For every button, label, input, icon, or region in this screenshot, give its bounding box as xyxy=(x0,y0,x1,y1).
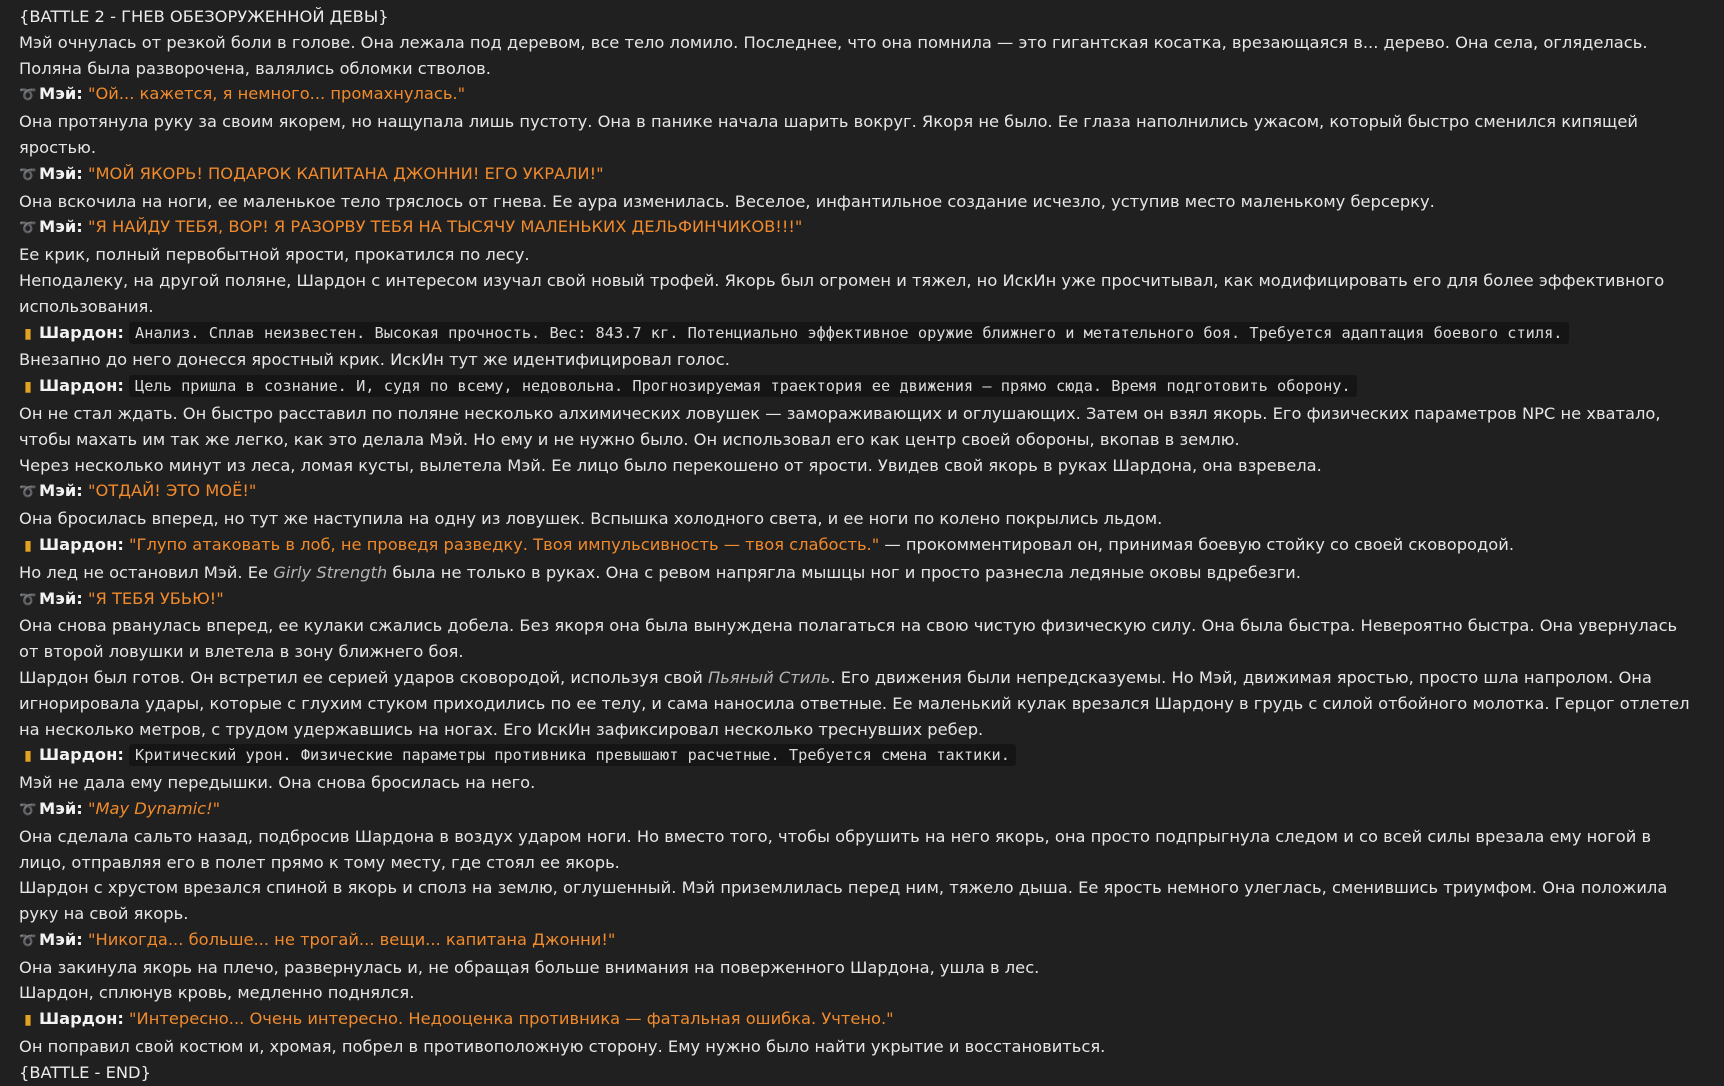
ai-analysis-code: Цель пришла в сознание. И, судя по всему, недовольна. Прогнозируемая траектория ее движения — прямо сюда. Время подготовить оборону. xyxy=(129,375,1357,397)
narration-line: Она закинула якорь на плечо, развернулась и, не обращая больше внимания на поверженного Шардона, ушла в лес. xyxy=(19,957,1040,977)
dialogue-line-mei xyxy=(19,796,1699,824)
dialogue-line-mei xyxy=(19,927,1699,955)
dialogue-line-mei xyxy=(19,586,1699,614)
narration-line: Мэй не дала ему передышки. Она снова бросилась на него. xyxy=(19,773,536,793)
narration-line xyxy=(19,560,1699,586)
battle-start-tag: {BATTLE 2 - ГНЕВ ОБЕЗОРУЖЕННОЙ ДЕВЫ} xyxy=(19,7,389,26)
speaker-name: Мэй: xyxy=(39,217,83,237)
dolphin-icon: ➰ xyxy=(19,932,37,949)
speaker-name: Шардон: xyxy=(39,376,124,396)
skill-name: Girly Strength xyxy=(273,562,388,582)
speaker-name: Шардон: xyxy=(39,745,124,765)
dialogue-quote: "Я НАЙДУ ТЕБЯ, ВОР! Я РАЗОРВУ ТЕБЯ НА ТЫСЯЧУ МАЛЕНЬКИХ ДЕЛЬФИНЧИКОВ!!!" xyxy=(87,217,803,237)
battle-end-tag: {BATTLE - END} xyxy=(19,1062,151,1082)
dialogue-line-shardon xyxy=(19,320,1699,348)
quote-mark: " xyxy=(212,798,221,818)
speaker-name: Мэй: xyxy=(39,84,83,104)
dialogue-quote: "МОЙ ЯКОРЬ! ПОДАРОК КАПИТАНА ДЖОННИ! ЕГО УКРАЛИ!" xyxy=(87,163,604,183)
beer-mug-icon: ▮ xyxy=(24,748,32,765)
speaker-name: Шардон: xyxy=(39,322,124,342)
beer-mug-icon: ▮ xyxy=(24,1012,32,1029)
narration-line: Шардон, сплюнув кровь, медленно поднялся. xyxy=(19,983,415,1003)
speaker-name: Мэй: xyxy=(39,798,83,818)
dialogue-quote: "Никогда... больше... не трогай... вещи... капитана Джонни!" xyxy=(87,929,616,949)
dialogue-line-mei xyxy=(19,161,1699,189)
dialogue-line-shardon xyxy=(19,532,1699,560)
narration-fragment: . Его движения были непредсказуемы. Но Мэй, движимая яростью, просто шла напролом. Она игнорировала удары, которые с глухим стуком приходились по ее телу, и сама наносила ответные. Ее маленький кулак врезался Шардону в грудь с силой отбойного молотка. Герцог отлетел на несколько метров, с трудом удержавшись на ногах. Его ИскИн зафиксировал несколько треснувших ребер. xyxy=(19,667,1690,739)
skill-shout: May Dynamic! xyxy=(95,798,213,818)
narration-line: Она протянула руку за своим якорем, но нащупала лишь пустоту. Она в панике начала шарить вокруг. Якоря не было. Ее глаза наполнились ужасом, который быстро сменился кипящей яростью. xyxy=(19,112,1638,157)
dialogue-line-shardon xyxy=(19,742,1699,770)
narration-fragment: была не только в руках. Она с ревом напрягла мышцы ног и просто разнесла ледяные оковы вдребезги. xyxy=(387,562,1301,582)
narration-line: Через несколько минут из леса, ломая кусты, вылетела Мэй. Ее лицо было перекошено от ярости. Увидев свой якорь в руках Шардона, она взревела. xyxy=(19,455,1322,475)
dialogue-line-shardon xyxy=(19,1006,1699,1034)
narration-line: Она сделала сальто назад, подбросив Шардона в воздух ударом ноги. Но вместо того, чтобы обрушить на него якорь, она просто подпрыгнула следом и со всей силы врезала ему ногой в лицо, отправляя его в полет прямо к тому месту, где стоял ее якорь. xyxy=(19,826,1652,872)
dialogue-quote: "Интересно... Очень интересно. Недооценка противника — фатальная ошибка. Учтено." xyxy=(129,1009,894,1029)
dialogue-line-mei xyxy=(19,81,1699,109)
narration-line: Ее крик, полный первобытной ярости, прокатился по лесу. xyxy=(19,245,530,265)
dolphin-icon: ➰ xyxy=(19,484,37,501)
dolphin-icon: ➰ xyxy=(19,801,37,818)
dialogue-quote: "ОТДАЙ! ЭТО МОЁ!" xyxy=(87,481,257,501)
dialogue-quote: "Я ТЕБЯ УБЬЮ!" xyxy=(87,588,224,608)
skill-name: Пьяный Стиль xyxy=(708,667,831,687)
narration-line: Она бросилась вперед, но тут же наступила на одну из ловушек. Вспышка холодного света, и ее ноги по колено покрылись льдом. xyxy=(19,509,1163,529)
narration-line: Она вскочила на ноги, ее маленькое тело тряслось от гнева. Ее аура изменилась. Веселое, инфантильное создание исчезло, уступив место маленькому берсерку. xyxy=(19,191,1435,211)
narration-line: Неподалеку, на другой поляне, Шардон с интересом изучал свой новый трофей. Якорь был огромен и тяжел, но ИскИн уже просчитывал, как модифицировать его для более эффективного использования. xyxy=(19,270,1665,316)
narration-line: Мэй очнулась от резкой боли в голове. Она лежала под деревом, все тело ломило. Последнее, что она помнила — это гигантская косатка, врезающаяся в... дерево. Она села, огляделась. Поляна была разворочена, валялись обломки стволов. xyxy=(19,32,1648,78)
speaker-name: Мэй: xyxy=(39,163,83,183)
ai-analysis-code: Анализ. Сплав неизвестен. Высокая прочность. Вес: 843.7 кг. Потенциально эффективное оружие ближнего и метательного боя. Требуется адаптация боевого стиля. xyxy=(129,322,1568,344)
speaker-name: Мэй: xyxy=(39,929,83,949)
speaker-name: Мэй: xyxy=(39,588,83,608)
narration-fragment: Шардон был готов. Он встретил ее серией ударов сковородой, используя свой xyxy=(19,667,709,687)
narration-fragment: Но лед не остановил Мэй. Ее xyxy=(19,562,274,582)
speaker-name: Шардон: xyxy=(39,1009,124,1029)
beer-mug-icon: ▮ xyxy=(24,325,32,342)
narration-fragment: — прокомментировал он, принимая боевую стойку со своей сковородой. xyxy=(879,534,1514,554)
ai-analysis-code: Критический урон. Физические параметры противника превышают расчетные. Требуется смена тактики. xyxy=(129,744,1016,766)
narration-line xyxy=(19,665,1699,742)
narration-line: Он не стал ждать. Он быстро расставил по поляне несколько алхимических ловушек — замораживающих и оглушающих. Затем он взял якорь. Его физических параметров NPC не хватало, чтобы махать им так же легко, как это делала Мэй. Но ему и не нужно было. Он использовал его как центр своей обороны, вкопав в землю. xyxy=(19,403,1661,449)
speaker-name: Мэй: xyxy=(39,481,83,501)
narration-line: Она снова рванулась вперед, ее кулаки сжались добела. Без якоря она была вынуждена полагаться на свою чистую физическую силу. Она была быстра. Невероятно быстра. Она увернулась от второй ловушки и влетела в зону ближнего боя. xyxy=(19,616,1678,662)
beer-mug-icon: ▮ xyxy=(24,379,32,396)
dialogue-quote: "Глупо атаковать в лоб, не проведя разведку. Твоя импульсивность — твоя слабость." xyxy=(129,534,880,554)
beer-mug-icon: ▮ xyxy=(24,537,32,554)
narration-line: Он поправил свой костюм и, хромая, побрел в противоположную сторону. Ему нужно было найти укрытие и восстановиться. xyxy=(19,1037,1106,1057)
dolphin-icon: ➰ xyxy=(19,220,37,237)
dialogue-quote: "Ой... кажется, я немного... промахнулась." xyxy=(87,84,466,104)
dialogue-line-mei xyxy=(19,214,1699,242)
dolphin-icon: ➰ xyxy=(19,166,37,183)
narration-line: Внезапно до него донесся яростный крик. ИскИн тут же идентифицировал голос. xyxy=(19,350,730,370)
quote-mark: " xyxy=(87,798,96,818)
dialogue-line-shardon xyxy=(19,373,1699,401)
dolphin-icon: ➰ xyxy=(19,591,37,608)
speaker-name: Шардон: xyxy=(39,534,124,554)
dolphin-icon: ➰ xyxy=(19,87,37,104)
dialogue-line-mei xyxy=(19,478,1699,506)
narration-line: Шардон с хрустом врезался спиной в якорь и сполз на землю, оглушенный. Мэй приземлилась перед ним, тяжело дыша. Ее ярость немного улеглась, сменившись триумфом. Она положила руку на свой якорь. xyxy=(19,878,1668,924)
